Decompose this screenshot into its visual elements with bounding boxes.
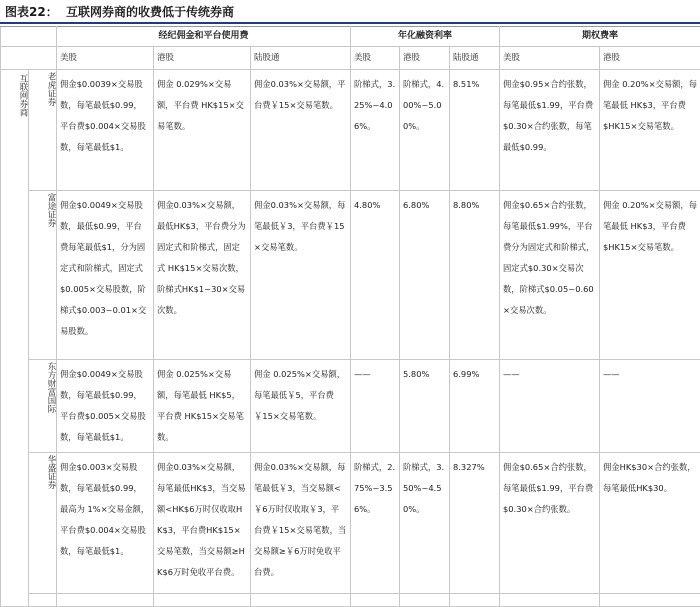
- cell-commission-hk: 佣金0.03%×交易额，最低HK$3，平台费分为固定式和阶梯式，固定式 HK$15×交易次数，阶梯式HK$1~30×交易次数。: [154, 191, 251, 360]
- category-label: 互联网券商: [1, 70, 29, 607]
- cell-options-us: 佣金$0.95×合约张数，每笔最低$1.99，平台费$0.30×合约张数，每笔最低$0.99。: [500, 70, 600, 191]
- cell-commission-us: 佣金$0.0049×交易股数，最低$0.99，平台费每笔最低$1，分为固定式和阶梯式，固定式$0.005×交易股数，阶梯式$0.003~0.01×交易股数。: [57, 191, 154, 360]
- cell-options-us: 佣金$0.65×合约张数，每笔最低$1.99，平台费$0.30×合约张数。: [500, 453, 600, 594]
- cell-commission-stock-connect: 佣金 0.025%×交易额，每笔最低￥5，平台费￥15×交易笔数。: [251, 360, 351, 453]
- cell-options-hk: 佣金 0.20%×交易额，每笔最低 HK$3，平台费$HK15×交易笔数。: [600, 191, 700, 360]
- cell-commission-us: 佣金$0.003×交易股数，每笔最低$0.99，最高为 1%×交易金额，平台费$0.004×交易股数，每笔最低$1。: [57, 453, 154, 594]
- cell-margin-stock-connect: 8.51%: [450, 70, 500, 191]
- cell-commission-stock-connect: 佣金0.03%×交易额，每笔最低￥3，当交易额<￥6万时仅收取￥3，平台费￥15×交易笔数，当交易额≥￥6万时免收平台费。: [251, 453, 351, 594]
- corner-cell: [1, 27, 57, 47]
- cell-commission-us: 佣金$0.0049×交易股数，每笔最低$0.99，平台费$0.005×交易股数，每笔最低$1。: [57, 360, 154, 453]
- fee-comparison-table: [0, 26, 700, 607]
- cell-margin-us: ——: [351, 360, 400, 453]
- cell-margin-hk: 阶梯式，4.00%~5.00%。: [400, 70, 450, 191]
- subhead-commission-us: 美股: [57, 47, 154, 70]
- table-row-cut-off: [1, 594, 700, 607]
- cell-commission-hk: 佣金 0.025%×交易额，每笔最低 HK$5，平台费 HK$15×交易笔数。: [154, 360, 251, 453]
- corner-cell-2: [1, 47, 57, 70]
- cell-commission-us: 佣金$0.0039×交易股数，每笔最低$0.99，平台费$0.004×交易股数，每笔最低$1。: [57, 70, 154, 191]
- subhead-margin-hk: 港股: [400, 47, 450, 70]
- group-margin-rate: 年化融资利率: [351, 27, 500, 47]
- figure-title: 互联网券商的收费低于传统券商: [66, 3, 234, 20]
- group-options-rate: 期权费率: [500, 27, 700, 47]
- cell-commission-stock-connect: 佣金0.03%×交易额，每笔最低￥3，平台费￥15×交易笔数。: [251, 191, 351, 360]
- subhead-commission-stock-connect: 陆股通: [251, 47, 351, 70]
- cell-margin-hk: 6.80%: [400, 191, 450, 360]
- figure-number: 图表22：: [5, 3, 58, 20]
- cell-margin-stock-connect: 6.99%: [450, 360, 500, 453]
- table-row: [1, 70, 700, 191]
- table-row: [1, 453, 700, 594]
- sub-header-row: [1, 47, 700, 70]
- subhead-options-us: 美股: [500, 47, 600, 70]
- firm-name: 老虎证券: [29, 70, 57, 191]
- subhead-options-hk: 港股: [600, 47, 700, 70]
- cell-margin-stock-connect: 8.327%: [450, 453, 500, 594]
- cell-commission-hk: 佣金 0.029%×交易额，平台费 HK$15×交易笔数。: [154, 70, 251, 191]
- cell-options-us: ——: [500, 360, 600, 453]
- subhead-margin-stock-connect: 陆股通: [450, 47, 500, 70]
- figure-title-bar: [0, 0, 700, 24]
- table-row: [1, 191, 700, 360]
- cell-commission-hk: 佣金0.03%×交易额，每笔最低HK$3，当交易额<HK$6万时仅收取HK$3，平台费HK$15×交易笔数，当交易额≥HK$6万时免收平台费。: [154, 453, 251, 594]
- firm-name: 华盛证券: [29, 453, 57, 594]
- cell-margin-us: 阶梯式，3.25%~4.06%。: [351, 70, 400, 191]
- group-header-row: [1, 27, 700, 47]
- cell-margin-stock-connect: 8.80%: [450, 191, 500, 360]
- cell-options-us: 佣金$0.65×合约张数，每笔最低$1.99%，平台费分为固定式和阶梯式，固定式$0.30×交易次数，阶梯式$0.05~0.60×交易次数。: [500, 191, 600, 360]
- subhead-margin-us: 美股: [351, 47, 400, 70]
- cell-margin-hk: 5.80%: [400, 360, 450, 453]
- table-row: [1, 360, 700, 453]
- cell-options-hk: 佣金HK$30×合约张数，每笔最低HK$30。: [600, 453, 700, 594]
- subhead-commission-hk: 港股: [154, 47, 251, 70]
- cell-options-hk: ——: [600, 360, 700, 453]
- firm-name: 富途证券: [29, 191, 57, 360]
- group-commission: 经纪佣金和平台使用费: [57, 27, 351, 47]
- cell-commission-stock-connect: 佣金0.03%×交易额，平台费￥15×交易笔数。: [251, 70, 351, 191]
- firm-name: 东方财富国际: [29, 360, 57, 453]
- cell-options-hk: 佣金 0.20%×交易额，每笔最低 HK$3，平台费$HK15×交易笔数。: [600, 70, 700, 191]
- cell-margin-us: 阶梯式，2.75%~3.56%。: [351, 453, 400, 594]
- cell-margin-hk: 阶梯式，3.50%~4.50%。: [400, 453, 450, 594]
- cell-margin-us: 4.80%: [351, 191, 400, 360]
